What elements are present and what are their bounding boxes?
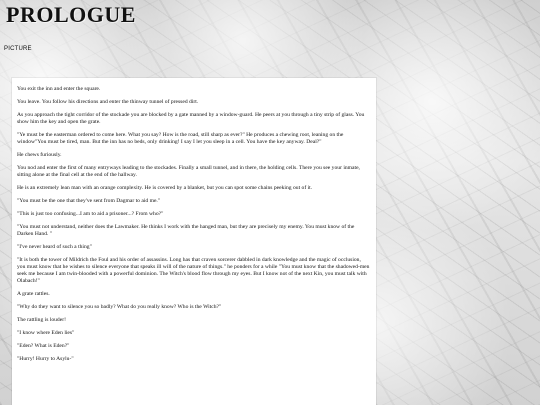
story-paragraph: He is an extremely lean man with an orange complexity. He is covered by a blanket, but you can spot some chains peeking out of it. [17, 185, 313, 191]
story-paragraph: A grate rattles. [17, 291, 50, 297]
story-paragraph: "You must not understand, neither does the Lawmaker. He thinks I work with the hanged man, but they are precisely my enemy. You must know of the Darken Hand. " [17, 224, 355, 237]
story-paragraph: As you approach the tight corridor of the stockade you are blocked by a gate manned by a window-guard. He peers at you through a tiny strip of glass. You show him the key and open the grate. [17, 112, 365, 125]
story-paragraph: "I've never heard of such a thing" [17, 244, 92, 250]
story-paragraph: "Why do they want to silence you so badly? What do you really know? Who is the Witch?" [17, 304, 222, 310]
story-paragraph: "Eden? What is Eden?" [17, 343, 70, 349]
story-paragraph: "This is just too confusing...I am to aid a prisoner...? From who?" [17, 211, 164, 217]
story-paragraph: You nod and enter the first of many entryways leading to the stockades. Finally a small tunnel, and in there, the holding cells. There you see your inmate, sitting alone at the final cell at the end of the hallway. [17, 165, 360, 178]
story-paragraph: "Ye must be the easterman ordered to come here. What you say? How is the road, still sharp as ever?" He produces a chewing root, leaning on the window"You must be tired, man. But the inn has no beds, only drinking! I say I let you sleep in a cell. You have the key anyway. Deal?" [17, 132, 344, 145]
story-panel [12, 78, 376, 405]
story-paragraph: "I know where Eden lies" [17, 330, 75, 336]
picture-placeholder: PICTURE [4, 46, 32, 52]
page-title: PROLOGUE [6, 2, 136, 27]
story-paragraph: He chews furiously. [17, 152, 62, 158]
story-paragraph: The rattling is louder! [17, 317, 66, 323]
story-paragraph: "Hurry! Hurry to Asylu-" [17, 356, 74, 362]
story-paragraph: You leave. You follow his directions and enter the thinway tunnel of pressed dirt. [17, 99, 199, 105]
story-paragraph: You exit the inn and enter the square. [17, 86, 101, 92]
story-paragraph: "It is both the tower of Mildrich the Foul and his order of assassins. Long has that craven sorcerer dabbled in dark knowledge and the magic of occlusion, you must know that he wishes to silence everyone that speaks ill will of the nature of things." he ponders for a while "You must know that the shadowed-men seek me because I am twin-blooded with a powerful dominion. The Witch's blood flow through my eyes. But I know not of the next Kin, you must talk with Olabach!" [17, 257, 370, 284]
story-paragraph: "You must be the one that they've sent from Dagmar to aid me." [17, 198, 161, 204]
